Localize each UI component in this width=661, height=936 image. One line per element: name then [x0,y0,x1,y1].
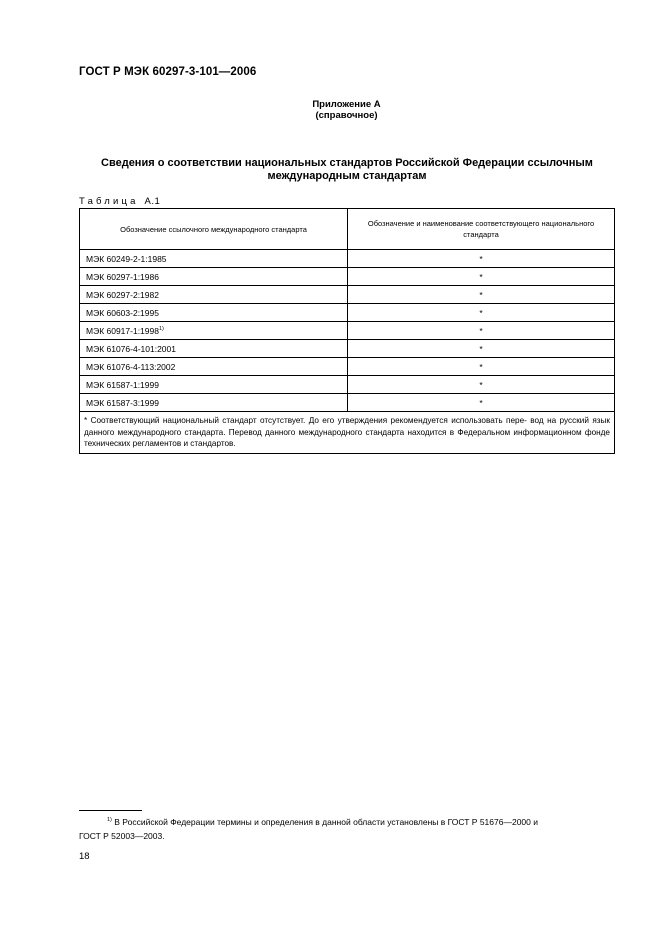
national-standard-cell: * [348,304,615,322]
international-standard-cell: МЭК 60603-2:1995 [80,304,348,322]
footnote-text-line-1: В Российской Федерации термины и определения в данной области установлены в ГОСТ Р 51676—2000 и [114,817,538,827]
table-row [80,286,615,304]
table-row [80,376,615,394]
footnote-text-line-2: ГОСТ Р 52003—2003. [79,831,165,841]
annex-title: Приложение А [312,99,381,110]
footnote-line-1 [79,815,616,829]
international-standard-cell: МЭК 60297-1:1986 [80,268,348,286]
footnote [79,815,616,843]
national-standard-cell: * [348,250,615,268]
national-standard-cell: * [348,340,615,358]
table-row [80,394,615,412]
international-standard-cell: МЭК 61587-1:1999 [80,376,348,394]
international-standard-cell: МЭК 61076-4-101:2001 [80,340,348,358]
table-header-row [80,209,615,250]
page-number: 18 [79,851,90,862]
footnote-reference: 1) [158,325,164,332]
national-standard-cell: * [348,376,615,394]
national-standard-cell: * [348,286,615,304]
footnote-divider [79,810,142,811]
table-row [80,358,615,376]
table-note-row [80,412,615,454]
international-standard-cell [80,322,348,340]
national-standard-cell: * [348,394,615,412]
table-row [80,268,615,286]
international-standard-cell: МЭК 61076-4-113:2002 [80,358,348,376]
standard-designation: МЭК 60917-1:1998 [86,325,159,336]
international-standard-cell: МЭК 61587-3:1999 [80,394,348,412]
national-standard-cell: * [348,268,615,286]
column-header-national: Обозначение и наименование соответствующего национального стандарта [348,209,615,250]
table-row [80,322,615,340]
annex-subtitle: (справочное) [315,110,378,121]
annex-heading [0,99,661,121]
correspondence-table [79,208,615,454]
international-standard-cell: МЭК 60297-2:1982 [80,286,348,304]
table-row [80,304,615,322]
section-title: Сведения о соответствии национальных стандартов Российской Федерации ссылочным международным стандартам [101,157,593,182]
table-note: * Соответствующий национальный стандарт отсутствует. До его утверждения рекомендуется использовать пере- вод на русский язык данного международного стандарта. Перевод данного международного стандарта находится в Федеральном информационном фонде технических регламентов и стандартов. [80,412,615,454]
table-row [80,340,615,358]
table-caption-number: А.1 [144,196,161,207]
document-code: ГОСТ Р МЭК 60297-3-101—2006 [79,66,257,78]
national-standard-cell: * [348,322,615,340]
table-row [80,250,615,268]
national-standard-cell: * [348,358,615,376]
column-header-international: Обозначение ссылочного международного стандарта [80,209,348,250]
international-standard-cell: МЭК 60249-2-1:1985 [80,250,348,268]
table-caption-label: Таблица [79,196,139,207]
table-caption [79,196,160,207]
footnote-marker: 1) [107,817,112,823]
